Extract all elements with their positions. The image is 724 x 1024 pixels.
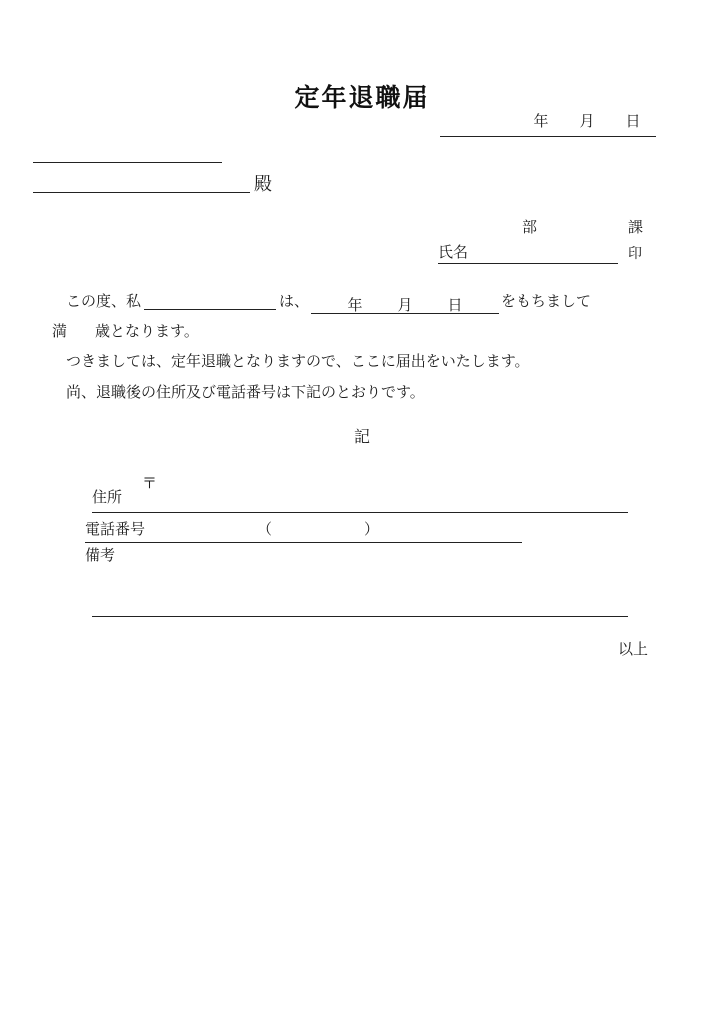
date-year-label: 年	[533, 113, 549, 130]
remarks-label: 備考	[85, 547, 116, 564]
body-line-3: つきましては、定年退職となりますので、ここに届出をいたします。	[66, 353, 530, 370]
date-day-label: 日	[625, 113, 641, 130]
telephone-label: 電話番号	[85, 521, 146, 538]
telephone-paren-open: （	[257, 521, 273, 538]
telephone-paren-close: ）	[364, 521, 380, 538]
body-line1-prefix: この度、私	[66, 293, 142, 310]
remarks-bottom-rule	[92, 616, 628, 617]
address-field[interactable]	[92, 472, 628, 513]
retirement-date-blank[interactable]	[311, 294, 499, 314]
address-label: 住所	[92, 489, 123, 506]
note-marker: 記	[353, 429, 370, 446]
date-month-label: 月	[579, 113, 595, 130]
age-suffix-label: 歳となります。	[95, 323, 199, 340]
self-name-blank[interactable]	[144, 290, 276, 310]
sender-name-row[interactable]	[438, 241, 656, 265]
addressee-field-line2[interactable]	[33, 172, 250, 193]
addressee-honorific: 殿	[254, 174, 272, 194]
date-field[interactable]	[440, 110, 656, 137]
page-title: 定年退職届	[294, 84, 430, 112]
age-prefix-label: 満	[52, 323, 68, 340]
body-line-1	[66, 290, 591, 314]
body-line-4: 尚、退職後の住所及び電話番号は下記のとおりです。	[66, 384, 425, 401]
section-label: 課	[628, 219, 644, 236]
retire-day-label: 日	[447, 297, 463, 314]
body-line1-particle: は、	[279, 293, 310, 310]
body-line-2	[52, 320, 199, 341]
retire-year-label: 年	[347, 297, 363, 314]
postal-code-icon: 〒	[142, 475, 158, 492]
seal-label: 印	[628, 245, 642, 261]
telephone-field[interactable]	[85, 516, 522, 543]
addressee-field-line1[interactable]	[33, 142, 222, 163]
name-input-line[interactable]	[438, 263, 618, 264]
body-line1-suffix: をもちまして	[501, 293, 592, 310]
name-label: 氏名	[438, 244, 469, 261]
department-label: 部	[522, 219, 538, 236]
retire-month-label: 月	[397, 297, 413, 314]
closing-note: 以上	[617, 641, 648, 658]
